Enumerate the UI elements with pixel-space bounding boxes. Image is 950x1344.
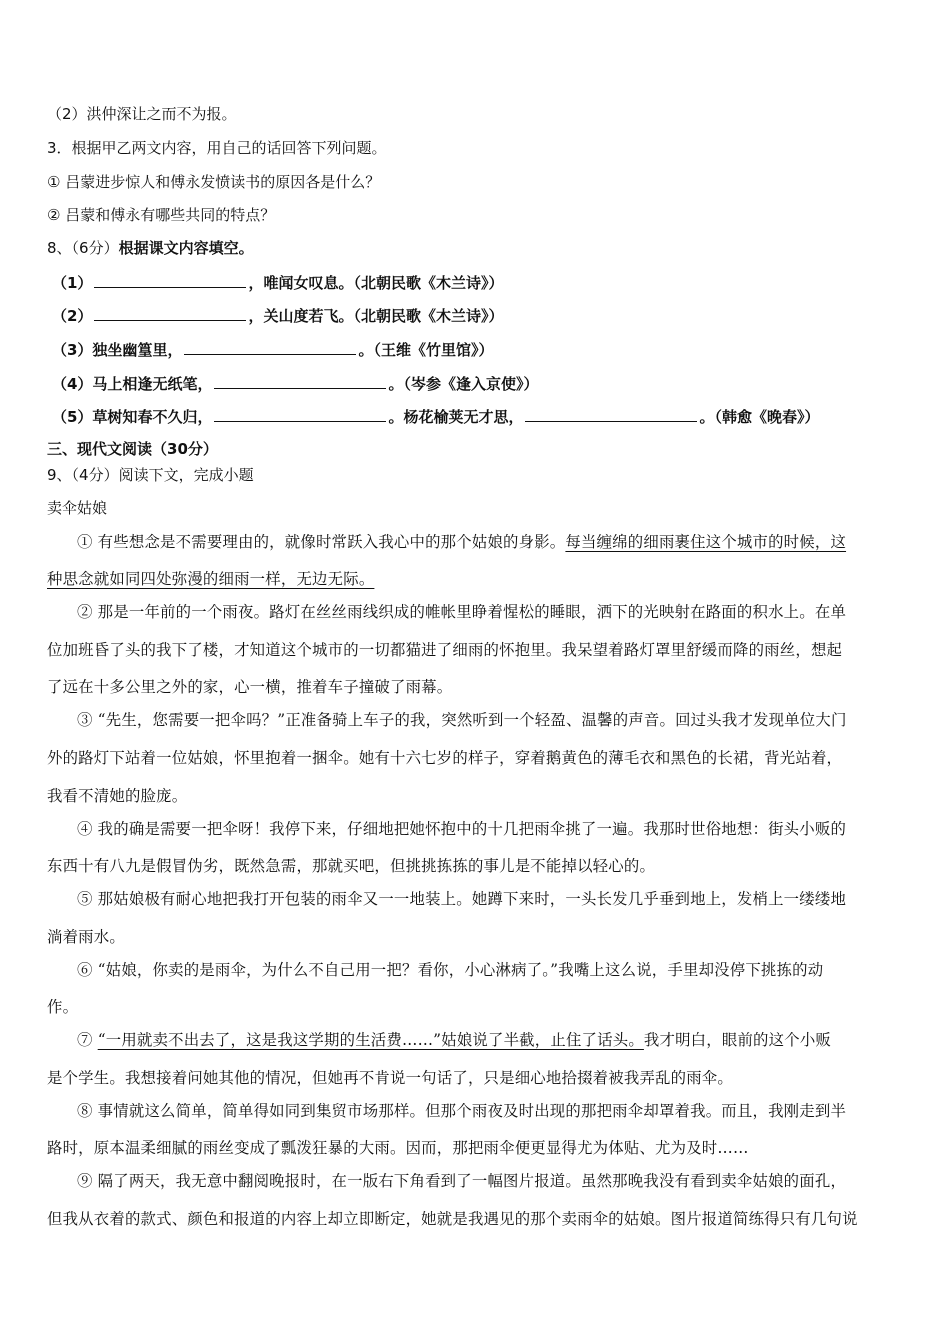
q8-line-3-text: （3）独坐幽篁里， bbox=[52, 341, 183, 359]
q8-line-1 bbox=[52, 272, 503, 293]
article-title: 卖伞姑娘 bbox=[47, 499, 108, 517]
q9-title: 9、（4分）阅读下文，完成小题 bbox=[47, 466, 254, 484]
answer-blank[interactable] bbox=[214, 406, 386, 422]
p7-num: ⑦ bbox=[77, 1031, 98, 1049]
q8-title-num: 8、（6分） bbox=[47, 239, 119, 257]
paragraph-1-line-2 bbox=[47, 569, 374, 589]
q8-title bbox=[47, 238, 254, 258]
q8-line-2-num: （2） bbox=[52, 307, 93, 325]
p1-plain: ① 有些想念是不需要理由的，就像时常跃入我心中的那个姑娘的身影。 bbox=[77, 533, 566, 551]
q3-sub2: ② 吕蒙和傅永有哪些共同的特点？ bbox=[47, 206, 276, 224]
paragraph-5-line-1: ⑤ 那姑娘极有耐心地把我打开包装的雨伞又一一地装上。她蹲下来时，一头长发几乎垂到地上，发梢上一缕缕地 bbox=[77, 890, 847, 908]
p7-rest: 我才明白，眼前的这个小贩 bbox=[643, 1031, 831, 1049]
answer-blank[interactable] bbox=[525, 406, 697, 422]
paragraph-7-line-1 bbox=[77, 1030, 831, 1050]
paragraph-5-line-2: 淌着雨水。 bbox=[47, 928, 125, 946]
q8-line-5-mid: 。杨花榆荚无才思， bbox=[388, 408, 524, 426]
answer-blank[interactable] bbox=[184, 339, 356, 355]
paragraph-4-line-1: ④ 我的确是需要一把伞呀！我停下来，仔细地把她怀抱中的十几把雨伞挑了一遍。我那时世俗地想：街头小贩的 bbox=[77, 820, 847, 838]
q3-title: 3．根据甲乙两文内容，用自己的话回答下列问题。 bbox=[47, 139, 387, 157]
p7-underlined: “一用就卖不出去了，这是我这学期的生活费……”姑娘说了半截，止住了话头。 bbox=[97, 1031, 644, 1049]
q8-line-2 bbox=[52, 305, 503, 326]
paragraph-2-line-1: ② 那是一年前的一个雨夜。路灯在丝丝雨线织成的帷帐里睁着惺松的睡眼，洒下的光映射在路面的积水上。在单 bbox=[77, 603, 847, 621]
p1-underlined-2: 种思念就如同四处弥漫的细雨一样，无边无际。 bbox=[47, 570, 375, 588]
section-heading: 三、现代文阅读（30分） bbox=[47, 440, 218, 458]
q8-line-1-text: ，唯闻女叹息。（北朝民歌《木兰诗》） bbox=[248, 274, 504, 292]
paragraph-8-line-1: ⑧ 事情就这么简单，简单得如同到集贸市场那样。但那个雨夜及时出现的那把雨伞却罩着我。而且，我刚走到半 bbox=[77, 1102, 847, 1120]
q8-line-4-source: 。（岑参《逢入京使》） bbox=[388, 375, 539, 393]
q8-line-5 bbox=[52, 406, 819, 427]
answer-blank[interactable] bbox=[214, 373, 386, 389]
paragraph-8-line-2: 路时，原本温柔细腻的雨丝变成了瓢泼狂暴的大雨。因而，那把雨伞便更显得尤为体贴、尤为及时…… bbox=[47, 1139, 749, 1157]
p1-underlined: 每当缠绵的细雨裹住这个城市的时候，这 bbox=[565, 533, 847, 551]
paragraph-6-line-2: 作。 bbox=[47, 998, 79, 1016]
paragraph-9-line-2: 但我从衣着的款式、颜色和报道的内容上却立即断定，她就是我遇见的那个卖雨伞的姑娘。图片报道简练得只有几句说 bbox=[47, 1210, 858, 1228]
q8-line-3-source: 。（王维《竹里馆》） bbox=[358, 341, 494, 359]
paragraph-3-line-3: 我看不清她的脸庞。 bbox=[47, 787, 188, 805]
answer-blank[interactable] bbox=[94, 272, 246, 288]
q2-item: （2）洪仲深让之而不为报。 bbox=[47, 105, 237, 123]
paragraph-3-line-2: 外的路灯下站着一位姑娘，怀里抱着一捆伞。她有十六七岁的样子，穿着鹅黄色的薄毛衣和黑色的长裙，背光站着， bbox=[47, 749, 843, 767]
paragraph-9-line-1: ⑨ 隔了两天，我无意中翻阅晚报时，在一版右下角看到了一幅图片报道。虽然那晚我没有看到卖伞姑娘的面孔， bbox=[77, 1172, 847, 1190]
q8-line-2-text: ，关山度若飞。（北朝民歌《木兰诗》） bbox=[248, 307, 504, 325]
paragraph-6-line-1: ⑥ “姑娘，你卖的是雨伞，为什么不自己用一把？看你，小心淋病了。”我嘴上这么说，手里却没停下挑拣的动 bbox=[77, 961, 824, 979]
q8-line-4 bbox=[52, 373, 538, 394]
q8-title-text: 根据课文内容填空。 bbox=[118, 239, 254, 257]
q3-sub1: ① 吕蒙进步惊人和傅永发愤读书的原因各是什么？ bbox=[47, 173, 381, 191]
paragraph-7-line-2: 是个学生。我想接着问她其他的情况，但她再不肯说一句话了，只是细心地拾掇着被我弄乱的雨伞。 bbox=[47, 1069, 733, 1087]
q8-line-3 bbox=[52, 339, 493, 360]
answer-blank[interactable] bbox=[94, 305, 246, 321]
paragraph-2-line-2: 位加班昏了头的我下了楼，才知道这个城市的一切都猫进了细雨的怀抱里。我呆望着路灯罩里舒缓而降的雨丝，想起 bbox=[47, 641, 843, 659]
q8-line-5-text: （5）草树知春不久归， bbox=[52, 408, 213, 426]
q8-line-4-text: （4）马上相逢无纸笔， bbox=[52, 375, 213, 393]
q8-line-5-source: 。（韩愈《晚春》） bbox=[699, 408, 820, 426]
paragraph-3-line-1: ③ “先生，您需要一把伞吗？”正准备骑上车子的我，突然听到一个轻盈、温馨的声音。回过头我才发现单位大门 bbox=[77, 711, 847, 729]
paragraph-1-line-1 bbox=[77, 532, 846, 552]
q8-line-1-num: （1） bbox=[52, 274, 93, 292]
paragraph-2-line-3: 了远在十多公里之外的家，心一横，推着车子撞破了雨幕。 bbox=[47, 678, 453, 696]
paragraph-4-line-2: 东西十有八九是假冒伪劣，既然急需，那就买吧，但挑挑拣拣的事儿是不能掉以轻心的。 bbox=[47, 857, 656, 875]
